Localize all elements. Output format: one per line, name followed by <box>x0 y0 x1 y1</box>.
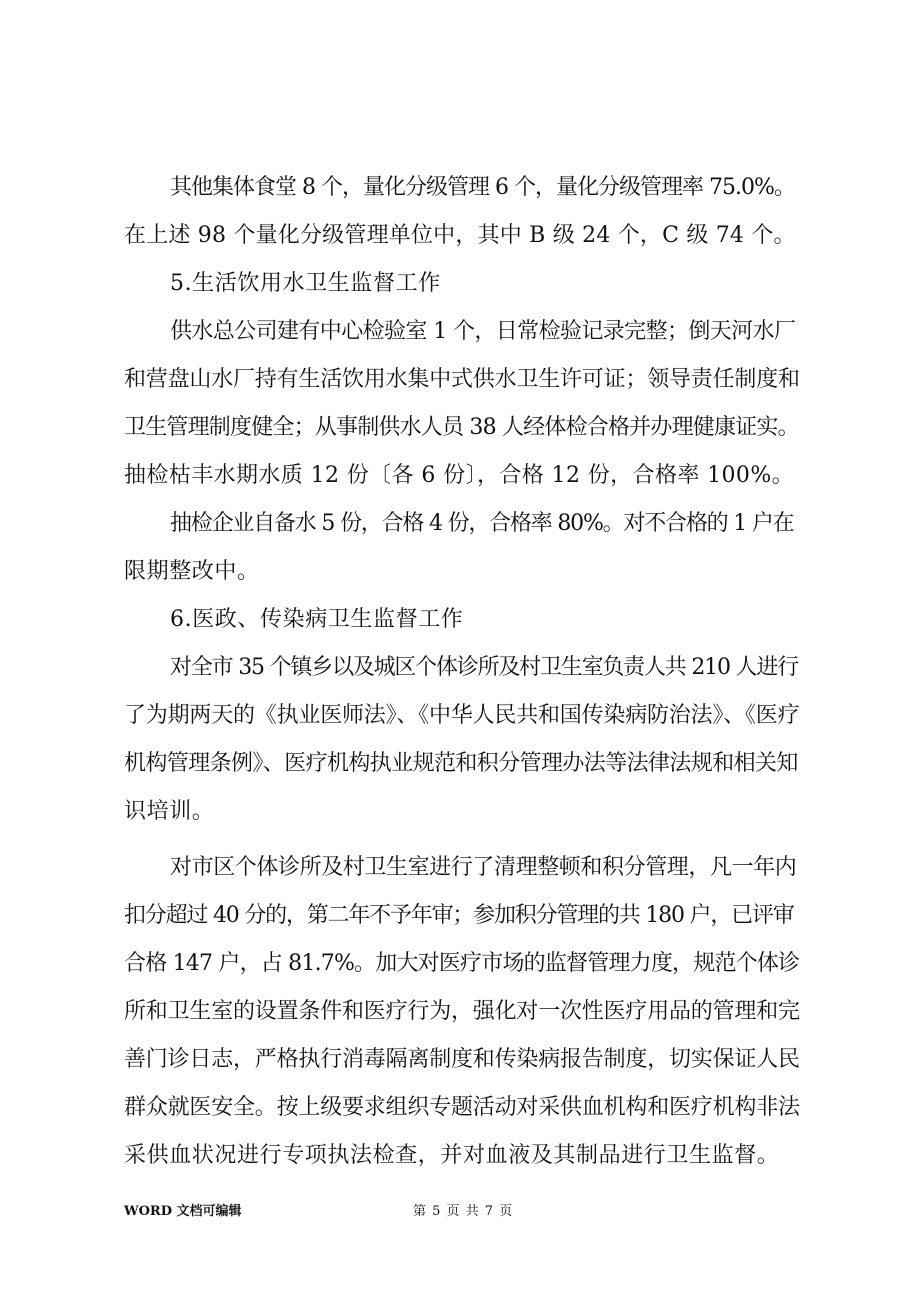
paragraph-line: 对市区个体诊所及村卫生室进行了清理整顿和积分管理，凡一年内 <box>170 855 797 880</box>
paragraph-line: 卫生管理制度健全；从事制供水人员 38 人经体检合格并办理健康证实。 <box>124 415 799 440</box>
paragraph-line: 了为期两天的《执业医师法》、《中华人民共和国传染病防治法》、《医疗 <box>124 703 800 728</box>
section-heading: 5.生活饮用水卫生监督工作 <box>170 271 441 296</box>
paragraph-line: 在上述 98 个量化分级管理单位中，其中 B 级 24 个，C 级 74 个。 <box>124 223 796 248</box>
paragraph-line: 扣分超过 40 分的，第二年不予年审；参加积分管理的共 180 户，已评审 <box>124 903 794 928</box>
paragraph-line: 供水总公司建有中心检验室 1 个，日常检验记录完整；倒天河水厂 <box>170 319 796 344</box>
paragraph-line: 所和卫生室的设置条件和医疗行为，强化对一次性医疗用品的管理和完 <box>124 999 800 1024</box>
paragraph-line: 合格 147 户，占 81.7%。加大对医疗市场的监督管理力度，规范个体诊 <box>124 951 800 976</box>
paragraph-line: 其他集体食堂 8 个，量化分级管理 6 个，量化分级管理率 75.0%。 <box>170 175 795 200</box>
paragraph-line: 抽检枯丰水期水质 12 份〔各 6 份〕，合格 12 份，合格率 100%。 <box>124 463 795 488</box>
paragraph-line: 群众就医安全。按上级要求组织专题活动对采供血机构和医疗机构非法 <box>124 1095 800 1120</box>
footer-editable-note: WORD 文档可编辑 <box>124 1204 242 1219</box>
footer-page-number: 第 5 页 共 7 页 <box>413 1204 514 1219</box>
paragraph-line: 限期整改中。 <box>124 559 260 584</box>
paragraph-line: 机构管理条例》、医疗机构执业规范和积分管理办法等法律法规和相关知 <box>124 751 798 776</box>
paragraph-line: 抽检企业自备水 5 份，合格 4 份，合格率 80%。对不合格的 1 户在 <box>170 511 794 536</box>
paragraph-line: 对全市 35 个镇乡以及城区个体诊所及村卫生室负责人共 210 人进行 <box>170 655 798 680</box>
section-heading: 6.医政、传染病卫生监督工作 <box>170 607 464 632</box>
paragraph-line: 识培训。 <box>124 799 215 824</box>
paragraph-line: 和营盘山水厂持有生活饮用水集中式供水卫生许可证；领导责任制度和 <box>124 367 800 392</box>
paragraph-line: 采供血状况进行专项执法检查，并对血液及其制品进行卫生监督。 <box>124 1143 780 1168</box>
paragraph-line: 善门诊日志，严格执行消毒隔离制度和传染病报告制度，切实保证人民 <box>124 1047 800 1072</box>
